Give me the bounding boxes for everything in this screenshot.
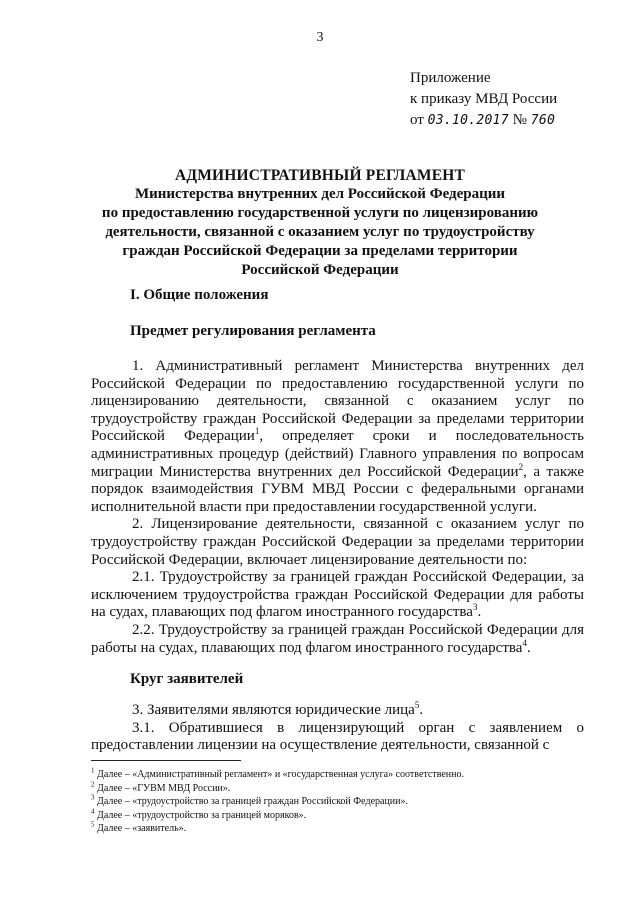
paragraph-2-1: 2.1. Трудоустройству за границей граждан Российской Федерации, за исключением трудоустройства граждан Российской Федерации для работы на судах, плавающих под флагом иностранного государства$^3$. xyxy=(91,569,584,621)
title-line-3: по предоставлению государственной услуги по лицензированию xyxy=(101,205,539,221)
subsection-heading-applicants: Круг заявителей xyxy=(130,671,244,687)
title-line-4: деятельности, связанной с оказанием услуг по трудоустройству xyxy=(105,224,535,240)
footnote-item: $^1$ Далее – «Административный регламент» и «государственная услуга» соответственно. xyxy=(91,766,464,780)
title-line-6: Российской Федерации xyxy=(241,262,399,278)
appendix-block xyxy=(410,68,557,131)
footnote-item: $^3$ Далее – «трудоустройство за границей граждан Российской Федерации». xyxy=(91,793,409,808)
title-line-2: Министерства внутренних дел Российской Федерации xyxy=(134,186,506,202)
appendix-title: Приложение xyxy=(410,70,491,86)
order-number: 760 xyxy=(530,113,556,128)
footnote-divider xyxy=(91,760,241,761)
footnote-ref-4: 4 xyxy=(522,637,527,648)
footnote-item: $^5$ Далее – «заявитель». xyxy=(91,821,187,835)
paragraph-2: 2. Лицензирование деятельности, связанной с оказанием услуг по трудоустройству граждан Российской Федерации за пределами территории Российской Федерации, включает лицензирование деятельности по: xyxy=(91,516,584,568)
section-heading-general: I. Общие положения xyxy=(130,287,269,303)
title-line-1: АДМИНИСТРАТИВНЫЙ РЕГЛАМЕНТ xyxy=(174,167,466,184)
paragraph-2-2: 2.2. Трудоустройству за границей граждан Российской Федерации для работы на судах, плавающих под флагом иностранного государства$^4$. xyxy=(91,621,584,656)
footnotes xyxy=(91,768,464,836)
page-number: 3 xyxy=(316,30,324,45)
title-line-5: граждан Российской Федерации за пределами территории xyxy=(122,243,518,259)
footnote-ref-3: 3 xyxy=(472,602,478,613)
paragraph-3-1: 3.1. Обратившиеся в лицензирующий орган с заявлением о предоставлении лицензии на осуществление деятельности, связанной с xyxy=(91,719,584,754)
number-prefix: № xyxy=(512,112,527,128)
footnote-item: $^4$ Далее – «трудоустройство за границей моряков». xyxy=(91,807,307,821)
subsection-heading-subject: Предмет регулирования регламента xyxy=(130,323,376,339)
paragraph-3: 3. Заявителями являются юридические лица$^5$. xyxy=(132,700,424,718)
appendix-order-ref: к приказу МВД России xyxy=(410,91,558,107)
footnote-item: $^2$ Далее – «ГУВМ МВД России». xyxy=(91,780,231,794)
footnote-ref-1: 1 xyxy=(254,426,260,437)
date-prefix: от xyxy=(410,112,424,128)
document-title xyxy=(60,166,580,280)
body-text-block-1 xyxy=(91,358,584,657)
footnote-ref-2: 2 xyxy=(518,461,524,472)
body-text-block-2 xyxy=(91,702,584,755)
appendix-date-line xyxy=(410,110,557,131)
footnote-ref-5: 5 xyxy=(414,700,420,710)
paragraph-1: 1. Административный регламент Министерства внутренних дел Российской Федерации по предоставлению государственной услуги по лицензированию деятельности, связанной с оказанием услуг по трудоустройству граждан Российской Федерации за пределами территории Российской Федерации$^1$, определяет сроки и последовательность административных процедур (действий) Главного управления по вопросам миграции Министерства внутренних дел Российской Федерации$^2$, а также порядок взаимодействия ГУВМ МВД России с федеральными органами исполнительной власти при предоставлении государственной услуги. xyxy=(91,358,584,515)
order-date: 03.10.2017 xyxy=(427,113,509,128)
